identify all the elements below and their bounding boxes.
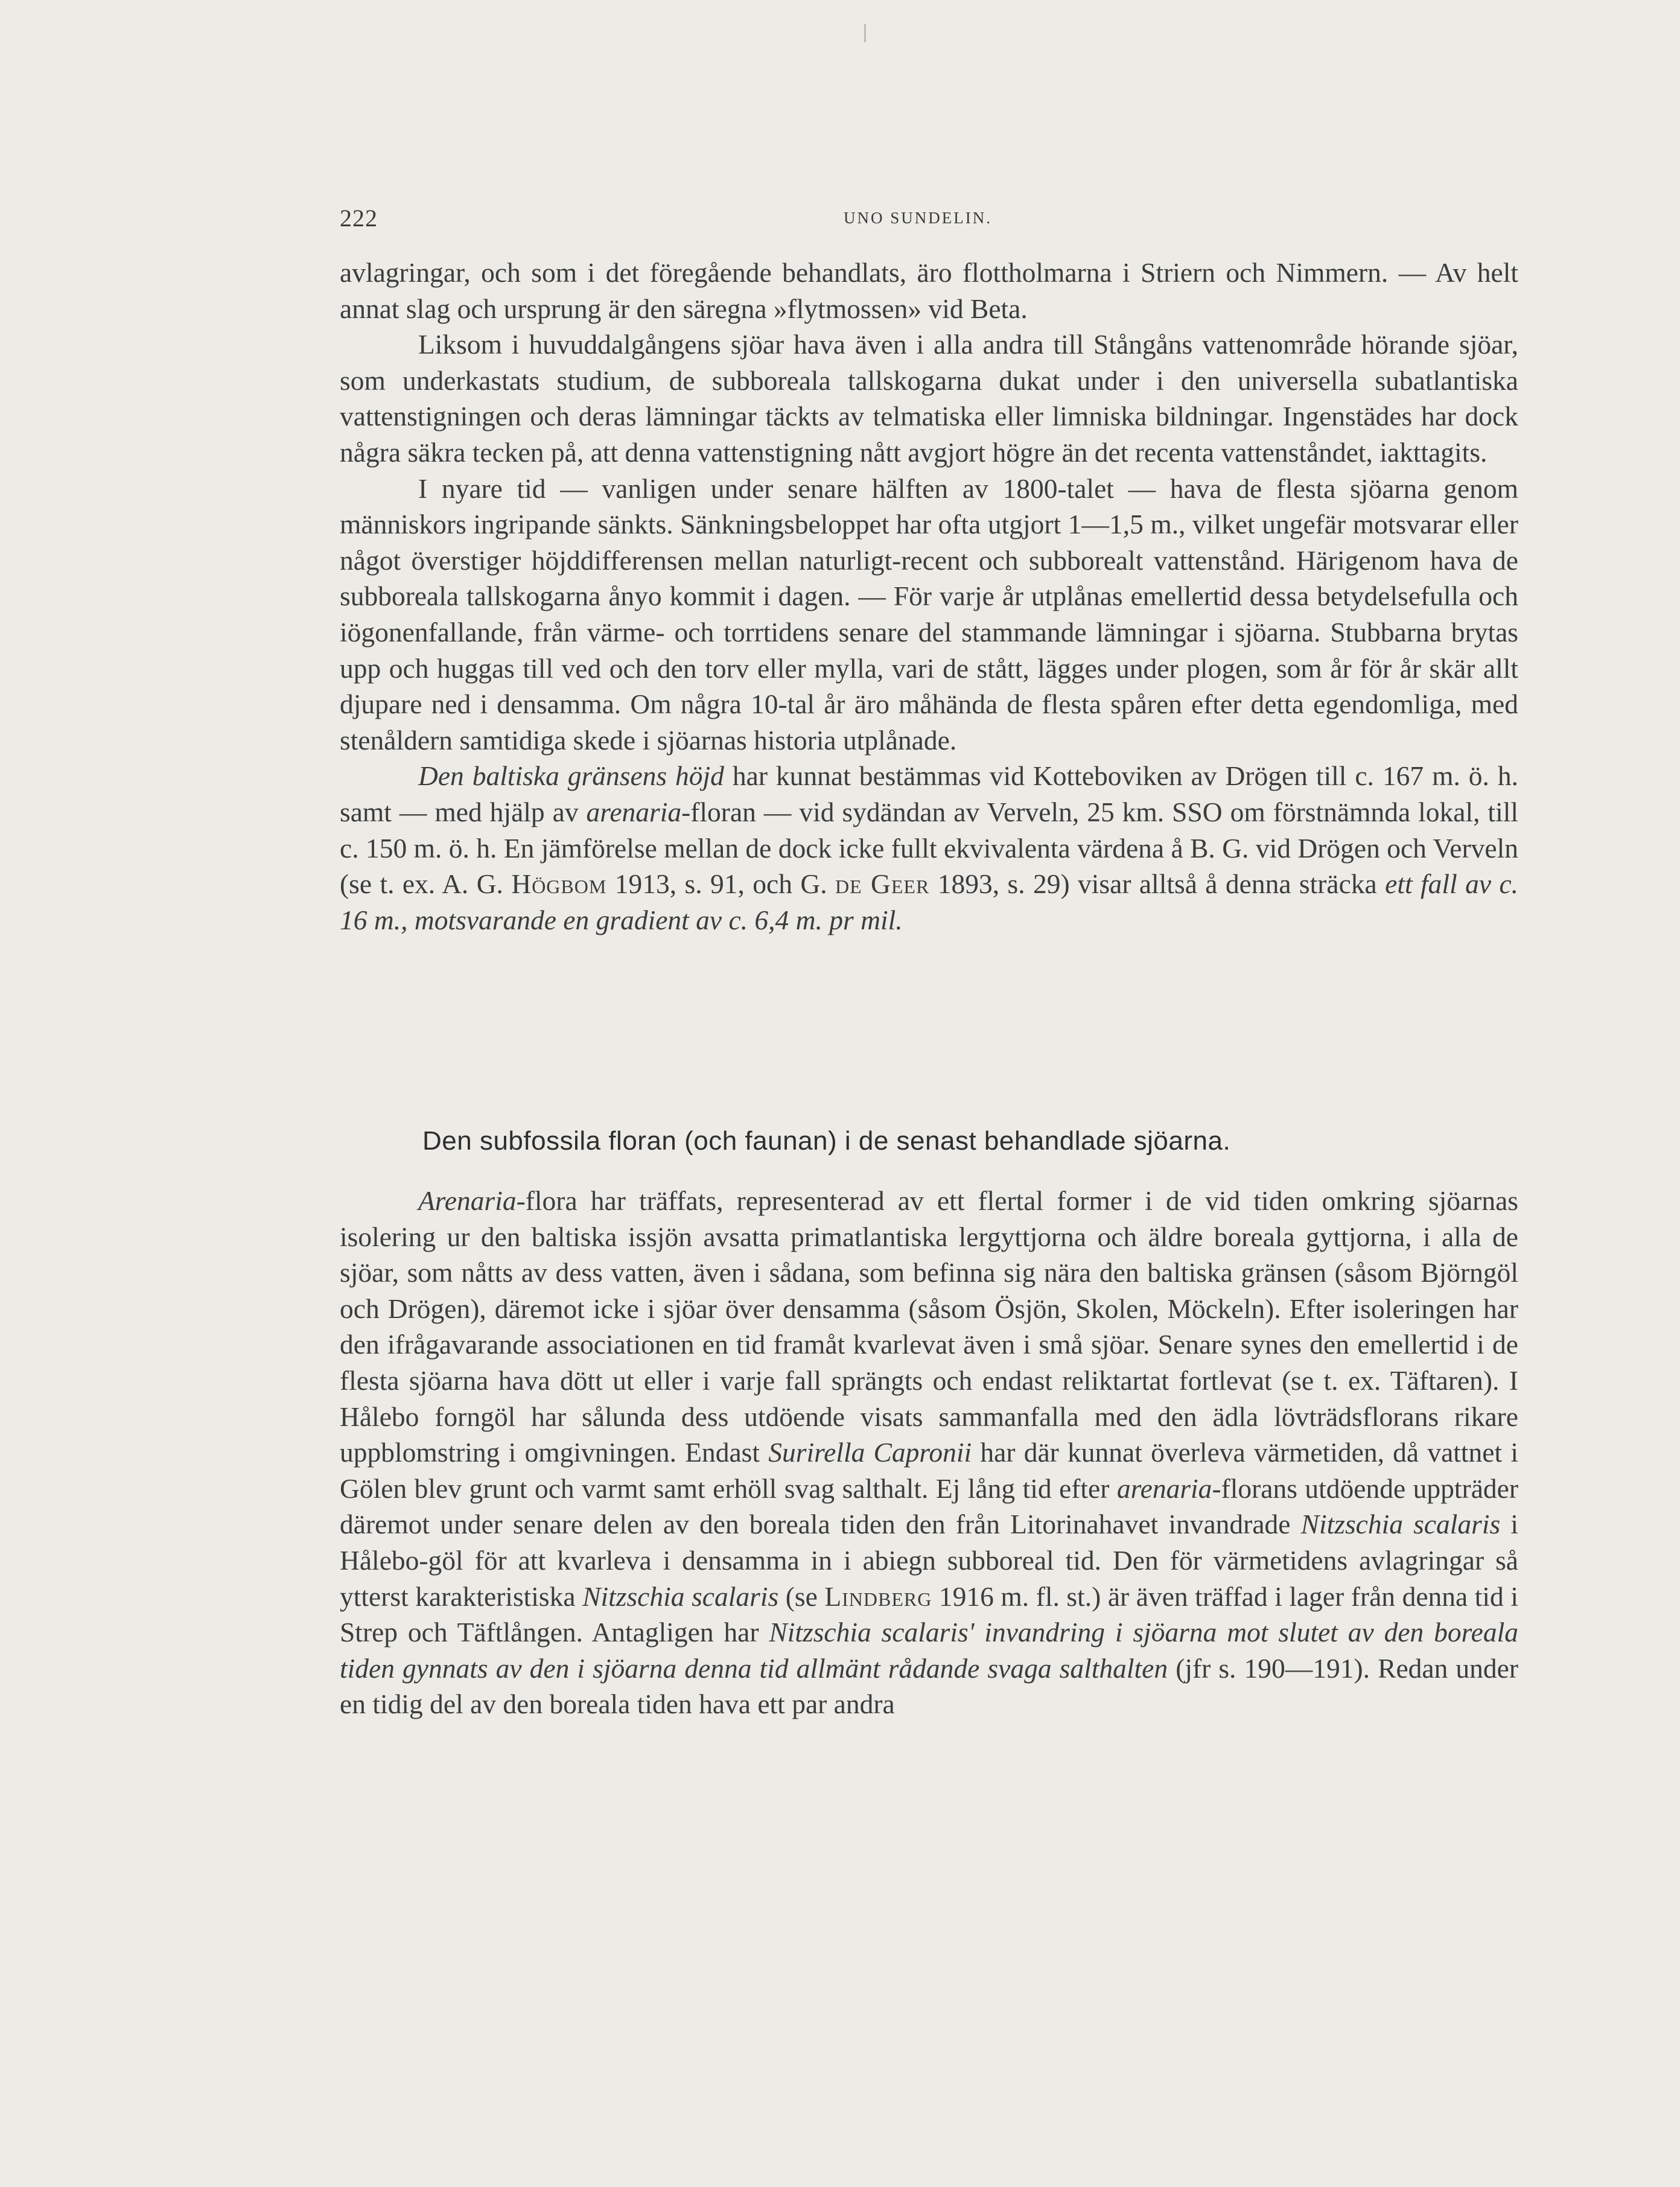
text-span: 1893, s. 29) visar alltså å denna sträcka [929,868,1386,900]
text-span: -floran — vid sydändan av Verveln, 25 km. SSO om förstnämnda lokal, till c. 150 m. ö. h. En jämförelse mellan de dock icke fullt ekvivalenta värdena å B. G. vid Drögen och Verveln (se t. ex. A. G. [340,796,1518,900]
paragraph-arenaria-flora [340,1183,1518,1722]
italic-phrase: Nitzschia scalaris [1300,1509,1501,1540]
italic-phrase: Den baltiska gränsens höjd [418,760,724,792]
text-span: i Hålebo-göl för att kvarleva i densamma in i abiegn subboreal tid. Den för värmetidens avlagringar så ytterst karakteristiska [340,1509,1518,1612]
text-span: har där kunnat överleva värmetiden, då vattnet i Gölen blev grunt och varmt samt erhöll svag salthalt. Ej lång tid efter [340,1437,1518,1504]
page-header [340,204,1513,234]
paragraph-continuation: avlagringar, och som i det föregående behandlats, äro flottholmarna i Striern och Nimmern. — Av helt annat slag och ursprung är den säregna »flytmossen» vid Beta. [340,257,1518,324]
paragraph-sankning: I nyare tid — vanligen under senare hälften av 1800-talet — hava de flesta sjöarna genom människors ingripande sänkts. Sänkningsbeloppet har ofta utgjort 1—1,5 m., vilket ungefär motsvarar eller något överstiger höjddifferensen mellan naturligt-recent och subborealt vattenstånd. Härigenom hava de subboreala tallskogarna ånyo kommit i dagen. — För varje år utplånas emellertid dessa betydelsefulla och iögonenfallande, från värme- och torrtidens senare del stammande lämningar i sjöarna. Stubbarna brytas upp och huggas till ved och den torv eller mylla, vari de stått, lägges under plogen, som år för år skär allt djupare ned i densamma. Om några 10-tal år äro måhända de flesta spåren efter detta egendomliga, med stenåldern samtidiga skede i sjöarnas historia utplånade. [340,473,1518,756]
text-span: 1913, s. 91, och G. [606,868,835,900]
italic-phrase: Nitzschia scalaris' invandring i sjöarna mot slutet av den boreala tiden gynnats av den i sjöarna denna tid allmänt rådande svaga salthalten [340,1617,1518,1684]
text-span: -florans utdöende uppträder däremot under senare delen av den boreala tiden den från Litorinahavet invandrade [340,1472,1518,1540]
author-name: de Geer [835,868,930,900]
text-span: -flora har träffats, representerad av ett flertal former i de vid tiden omkring sjöarnas isolering ur den baltiska issjön avsatta primatlantiska lergyttjorna och äldre boreala gyttjorna, i alla de sjöar, som nåtts av dess vatten, även i sådana, som befinna sig nära den baltiska gränsen (såsom Björngöl och Drögen), däremot icke i sjöar över densamma (såsom Ösjön, Skolen, Möckeln). Efter isoleringen har den ifrågavarande associationen en tid framåt kvarlevat även i små sjöar. Senare synes den emellertid i de flesta sjöarna hava dött ut eller i varje fall sprängts och endast reliktartat fortlevat (se t. ex. Täftaren). I Hålebo forngöl har sålunda dess utdöende visats sammanfalla med den ädla lövträdsflorans rikare uppblomstring i omgivningen. Endast [340,1185,1518,1468]
section-heading: Den subfossila floran (och faunan) i de senast behandlade sjöarna. [422,1126,1231,1156]
italic-phrase: ett fall av c. 16 m., motsvarande en gradient av c. 6,4 m. pr mil. [340,868,1519,935]
italic-phrase: arenaria [586,796,682,827]
italic-phrase: Arenaria [418,1185,517,1216]
running-head: UNO SUNDELIN. [844,209,992,227]
scan-artifact-mark [864,24,866,42]
text-span: (se [778,1581,825,1612]
italic-phrase: Surirella Capronii [768,1437,972,1468]
paragraph-baltiska-gransen [340,758,1518,938]
text-span: (jfr s. 190—191). Redan under en tidig del av den boreala tiden hava ett par andra [340,1652,1518,1720]
text-span: 1916 m. fl. st.) är även träffad i lager från denna tid i Strep och Täftlången. Antagligen har [340,1581,1518,1648]
italic-phrase: Nitzschia scalaris [582,1581,779,1612]
text-span: har kunnat bestämmas vid Kotteboviken av Drögen till c. 167 m. ö. h. samt — med hjälp av [340,760,1518,827]
author-name: Högbom [511,868,607,900]
page-number: 222 [340,205,378,232]
author-name: Lindberg [824,1581,932,1612]
italic-phrase: arenaria [1116,1472,1212,1504]
text-block-upper [340,255,1518,938]
paragraph-sjoar: Liksom i huvuddalgångens sjöar hava även i alla andra till Stångåns vattenområde hörande sjöar, som underkastats studium, de subboreala tallskogarna dukat under i den universella subatlantiska vattenstigningen och deras lämningar täckts av telmatiska eller limniska bildningar. Ingenstädes har dock några säkra tecken på, att denna vattenstigning nått avgjort högre än det recenta vattenståndet, iakttagits. [340,329,1518,468]
text-block-lower [340,1183,1518,1722]
